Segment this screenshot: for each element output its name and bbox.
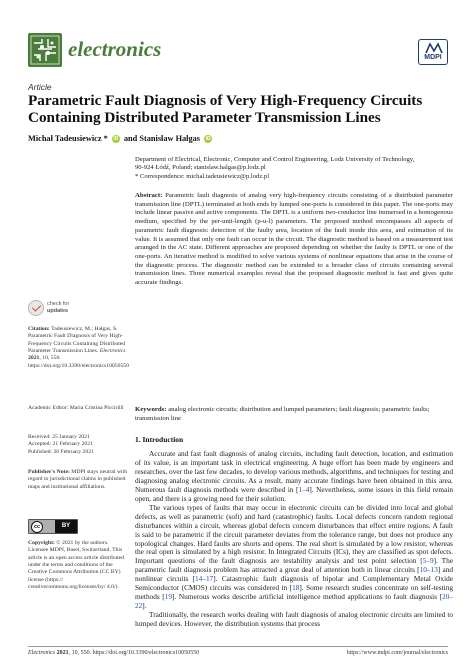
citation-journal: Electronics xyxy=(99,348,126,355)
citation-block xyxy=(28,326,130,370)
creative-commons-icon: cc xyxy=(31,521,43,533)
affiliation-line: Department of Electrical, Electronic, Computer and Control Engineering, Lodz University of Technology, xyxy=(135,156,415,163)
mdpi-logo[interactable] xyxy=(418,39,448,65)
author-second[interactable]: Stanisław Hałgas xyxy=(139,134,201,143)
citation-link[interactable]: 20–22 xyxy=(135,592,453,611)
paragraph-text: ]. Catastrophic fault diagnosis of bipolar and Complementary Metal Oxide Semiconductor (CMOS) circuits was considered in [ xyxy=(135,574,453,593)
check-line: updates xyxy=(47,307,69,314)
published-date: Published: 26 February 2021 xyxy=(28,448,94,455)
mdpi-mark-icon xyxy=(425,42,443,54)
keywords-label: Keywords: xyxy=(135,406,167,413)
footer-divider xyxy=(28,646,448,647)
dates-block xyxy=(28,434,130,456)
article-type: Article xyxy=(28,82,52,92)
paragraph-text: ]. Some research studies concentrate on self-testing methods [ xyxy=(135,583,453,602)
publisher-note xyxy=(28,469,130,491)
journal-name[interactable]: electronics xyxy=(68,37,162,61)
cc-by-label: BY xyxy=(55,520,77,533)
footer-journal-url[interactable]: https://www.mdpi.com/journal/electronics xyxy=(346,650,448,656)
paragraph-text: ]. The parametric fault diagnosis problem has attracted a great deal of attention both in linear circuits [ xyxy=(135,556,454,575)
journal-header xyxy=(28,33,448,73)
orcid-icon[interactable]: iD xyxy=(205,136,211,143)
abstract-text: Parametric fault diagnosis of analog very high-frequency circuits consisting of a distributed parameter transmission line (DPTL) terminated at both ends by lumped one-ports is considered in this paper. The one-ports may include linear passive and active components. The DPTL is a uniform two-conductor line immersed in a homogenous medium, specified by the per-unit-length (p-u-l) parameters. The proposed method encompasses all aspects of parametric fault diagnosis: detection of the faulty area, location of the fault inside this area, and estimation of its value. It is assumed that only one fault can occur in the circuit. The diagnostic method is based on a measurement test arranged in the AC state. Different approaches are proposed depending on whether the faulty is DPTL or one of the one-ports. An iterative method is modified to solve various systems of nonlinear equations that arise in the course of the diagnostic process. The diagnostic method can be extended to a broader class of circuits containing several transmission lines. Three numerical examples reveal that the proposed diagnostic method is fast and gives quite accurate findings. xyxy=(135,192,454,287)
citation-link[interactable]: 10–13 xyxy=(419,565,438,575)
citation-link[interactable]: 5–9 xyxy=(422,556,434,566)
paragraph-text: ]. Nevertheless, some issues in this field remain open, and there is a growing need for their solution. xyxy=(135,484,453,503)
paragraph-text: ] and nonlinear circuits [ xyxy=(135,565,453,584)
citation-link[interactable]: 19 xyxy=(164,592,173,602)
check-for-updates-badge[interactable] xyxy=(28,298,76,320)
academic-editor: Academic Editor: Maria Cristina Piccirilli xyxy=(28,405,124,411)
footer-doi[interactable]: , 10, 550. https://doi.org/10.3390/electronics10050550 xyxy=(68,650,200,656)
paper-title: Parametric Fault Diagnosis of Very High-Frequency Circuits Containing Distributed Parameter Transmission Lines xyxy=(28,92,423,126)
check-line: check for xyxy=(47,301,70,307)
citation-link[interactable]: 18 xyxy=(292,583,300,593)
publisher-note-label: Publisher's Note: xyxy=(28,469,70,475)
citation-link[interactable]: 14–17 xyxy=(195,574,214,584)
copyright-label: Copyright: xyxy=(28,540,55,546)
citation-link[interactable]: 1–4 xyxy=(298,484,310,494)
body-text xyxy=(135,450,453,629)
paragraph-text: ]. xyxy=(142,601,147,611)
paragraph xyxy=(135,504,453,611)
affiliation xyxy=(135,156,455,181)
correspondence-line: * Correspondence: michal.tadeusiewicz@p.lodz.pl xyxy=(135,172,270,180)
citation-year: 2021 xyxy=(28,355,40,362)
paragraph-text: ]. Numerous works describe artificial intelligence method applications to fault diagnosis [ xyxy=(172,592,443,602)
copyright-block xyxy=(28,540,130,591)
accepted-date: Accepted: 21 February 2021 xyxy=(28,441,93,448)
mdpi-logo-text: MDPI xyxy=(424,54,442,61)
received-date: Received: 25 January 2021 xyxy=(28,434,90,440)
abstract xyxy=(135,192,453,288)
author-conjunction: and xyxy=(123,134,138,143)
paragraph-text: The various types of faults that may occur in electronic circuits can be divided into local and global defects, as well as parametric (soft) and hard (catastrophic) faults. Local defects concern random regional disturbances within a circuit, whereas global defects concern disturbances that effect entire regions. A fault is said to be parametric if the circuit parameter deviates from the tolerance range, but does not produce any topological changes. Hard faults are shorts and opens. The real short is simulated by a low resistor, whereas the real open is simulated by a high resistor. In Integrated Circuits (ICs), they are classified as spot defects. Important questions of the fault diagnosis are testability analysis and test point selection [ xyxy=(135,502,453,566)
citation-text: Tadeusiewicz, M.; Hałgas, S. Parametric Fault Diagnosis of Very High-Frequency Circuits Containing Distributed Parameter Transmission Lines. xyxy=(28,326,126,355)
author-list xyxy=(28,134,214,143)
publisher-note-text: MDPI stays neutral with regard to jurisdictional claims in published maps and institutional affiliations. xyxy=(28,469,128,490)
check-for-updates-icon xyxy=(28,300,44,316)
section-heading: 1. Introduction xyxy=(135,435,184,444)
copyright-text: © 2021 by the authors. Licensee MDPI, Basel, Switzerland. This article is an open access article distributed under the terms and conditions of the Creative Commons Attribution (CC BY) license (https:// creativecommons.org/licenses/by/ 4.0/). xyxy=(28,540,125,591)
affiliation-line: 90-924 Łódź, Poland; stanislaw.halgas@p.lodz.pl xyxy=(135,164,266,172)
footer-citation xyxy=(28,650,199,656)
orcid-icon[interactable]: iD xyxy=(113,136,119,143)
abstract-label: Abstract: xyxy=(135,192,163,199)
citation-label: Citation: xyxy=(28,326,50,332)
check-for-updates-text xyxy=(47,301,69,314)
keywords xyxy=(135,406,453,423)
journal-logo-icon xyxy=(28,33,62,67)
citation-volume-doi[interactable]: , 10, 550. https://doi.org/10.3390/electronics10050550 xyxy=(28,355,129,369)
keywords-text: analog electronic circuits; distribution and lumped parameters; fault diagnosis; parametric faults; transmission line xyxy=(135,406,430,422)
paragraph: Traditionally, the research works dealing with fault diagnosis of analog electronic circuits are limited to lumped devices. However, the distribution systems that process xyxy=(135,610,453,629)
footer-journal: Electronics xyxy=(28,650,56,656)
footer-year: 2021 xyxy=(56,650,69,656)
paragraph-text: Accurate and fast fault diagnosis of analog circuits, including fault detection, location, and estimation of its value, is an important task in electrical engineering. A huge effort has been made by engineers and researches, over the last few decades, to develop various methods, algorithms, and techniques for testing and diagnosing analog electronic circuits. As a result, many accurate findings have been obtained in this area. Numerous fault diagnosis methods were described in [ xyxy=(135,449,453,494)
cc-by-license-badge[interactable] xyxy=(28,519,78,534)
author-first[interactable]: Michał Tadeusiewicz * xyxy=(28,134,108,143)
paragraph xyxy=(135,450,453,504)
